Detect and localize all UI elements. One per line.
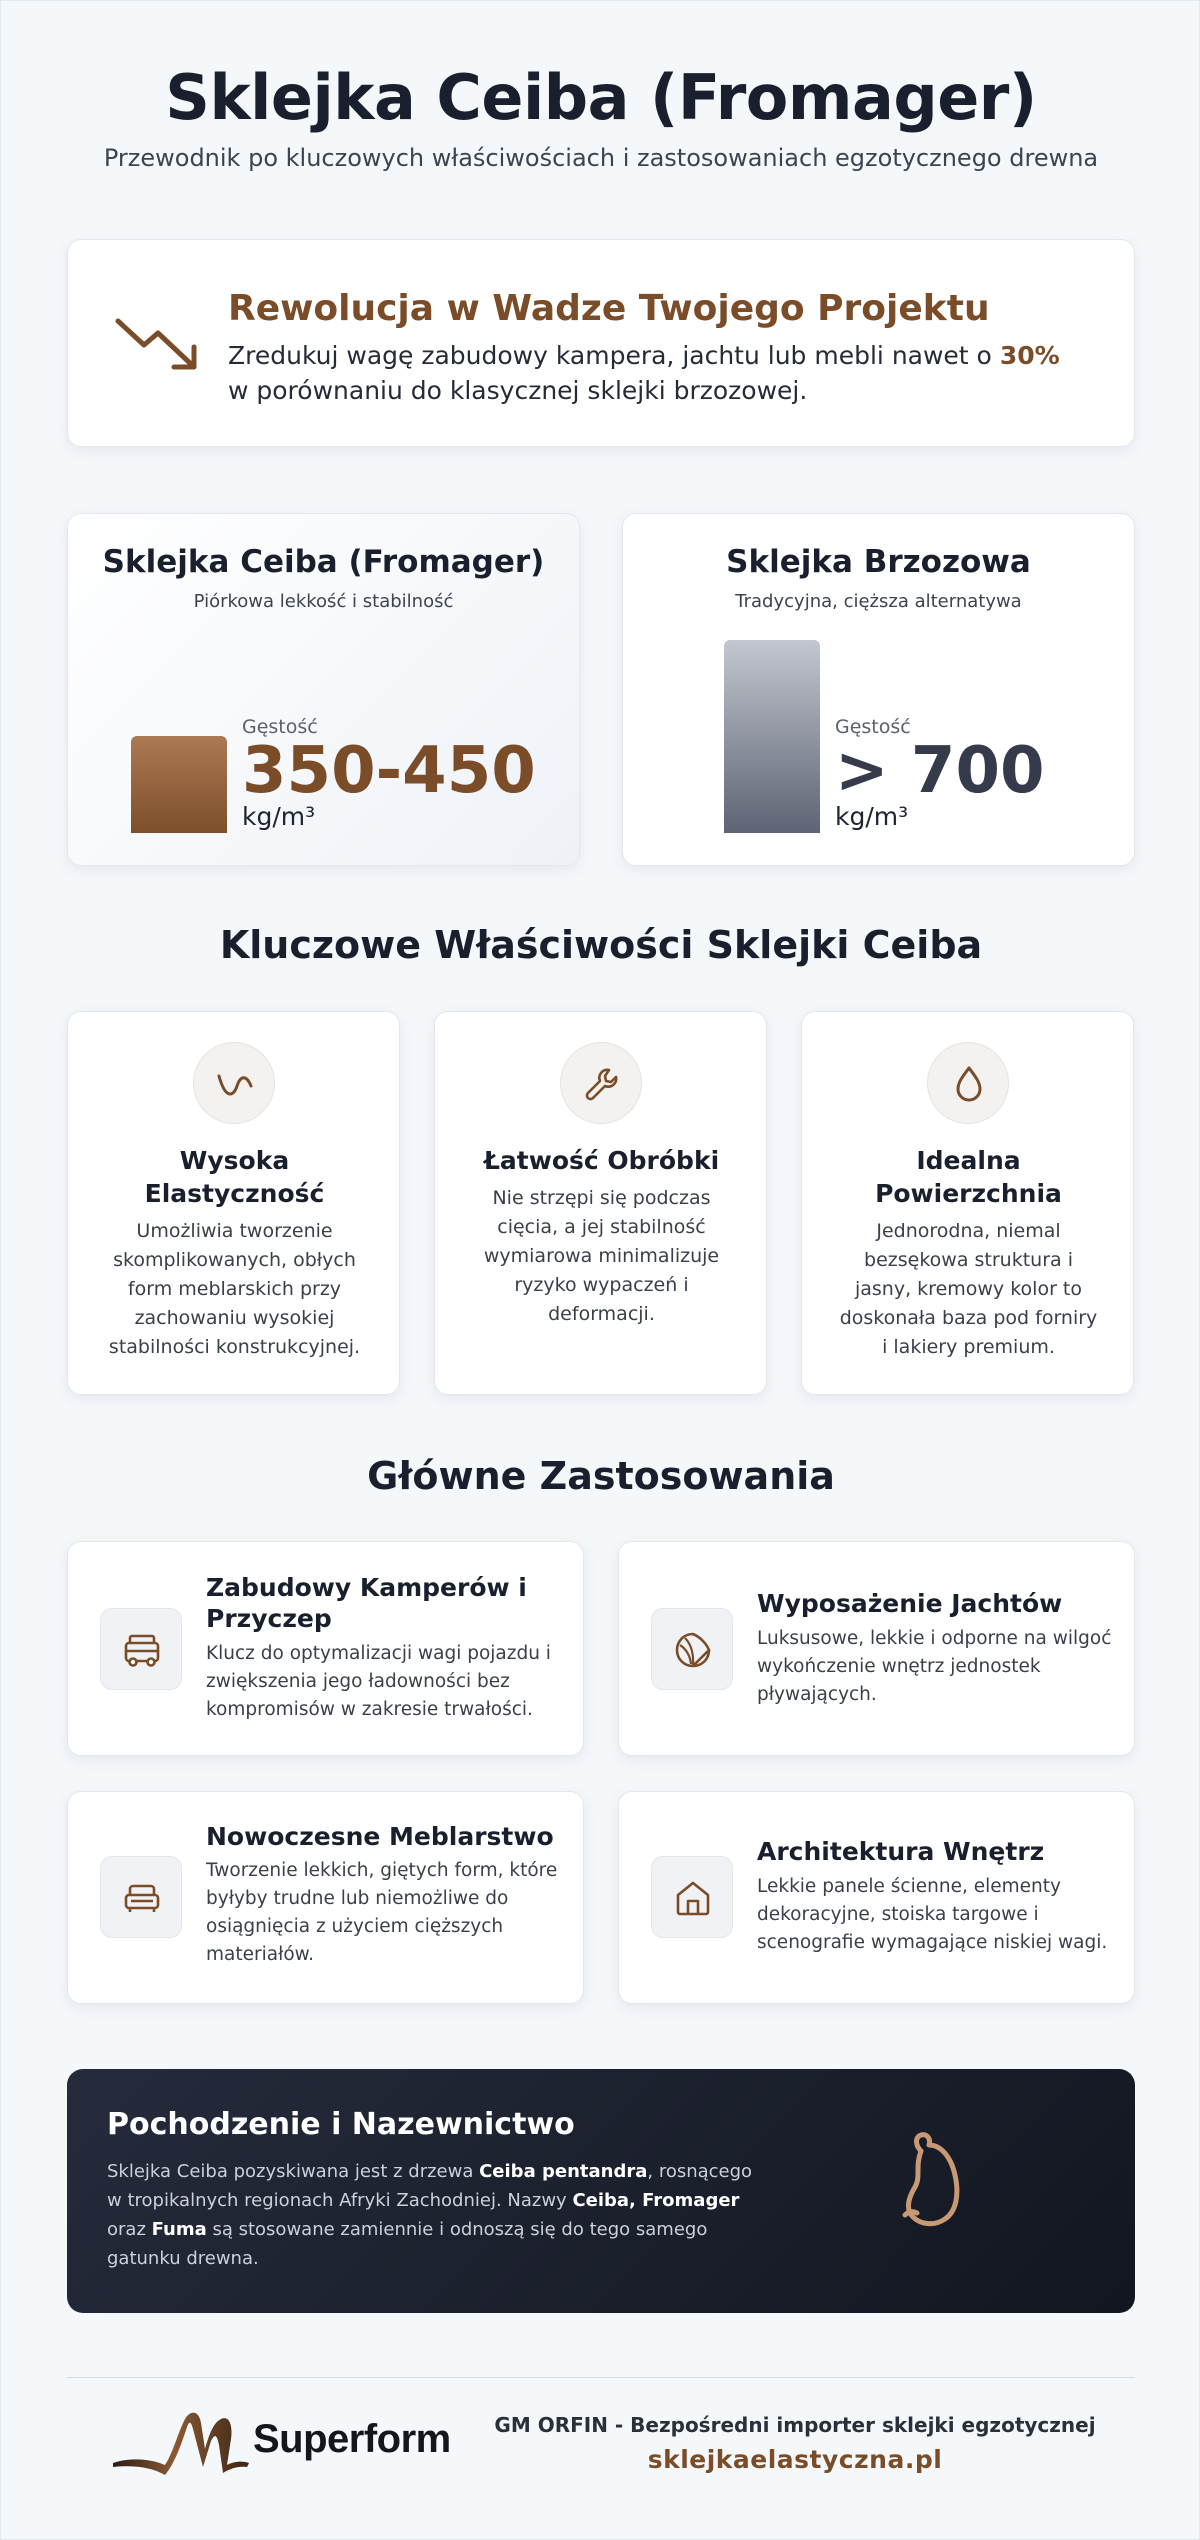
application-text: Lekkie panele ścienne, elementy dekoracyjne, stoiska targowe i scenografie wymagające niskiej wagi. — [757, 1876, 1108, 1953]
application-card-furniture — [67, 1791, 584, 2004]
application-card-yachts — [618, 1541, 1135, 1756]
features-title: Kluczowe Właściwości Sklejki Ceiba — [219, 923, 983, 967]
superform-logo — [111, 2405, 471, 2487]
application-card-interiors — [618, 1791, 1135, 2004]
density-label: Gęstość — [242, 716, 318, 738]
hero-highlight: 30% — [999, 341, 1060, 370]
logo-swoosh-icon — [111, 2405, 251, 2487]
home-icon — [672, 1877, 714, 1919]
application-title: Architektura Wnętrz — [757, 1837, 1045, 1866]
feature-card-machinability — [434, 1011, 767, 1395]
density-unit: kg/m³ — [242, 802, 316, 831]
application-text: Tworzenie lekkich, giętych form, które byłyby trudne lub niemożliwe do osiągnięcia z użyciem cięższych materiałów. — [206, 1860, 558, 1965]
feature-text: Nie strzępi się podczas cięcia, a jej stabilność wymiarowa minimalizuje ryzyko wypaczeń i deformacji. — [483, 1187, 720, 1325]
seed-pod-icon — [893, 2131, 969, 2231]
application-title: Zabudowy Kamperów i Przyczep — [206, 1573, 527, 1633]
wave-icon — [215, 1064, 255, 1104]
page-title: Sklejka Ceiba (Fromager) — [165, 61, 1037, 134]
card-subtitle: Tradycyjna, cięższa alternatywa — [735, 591, 1022, 612]
footer-divider — [67, 2377, 1135, 2378]
camper-icon — [121, 1629, 163, 1671]
card-title: Sklejka Brzozowa — [726, 544, 1031, 580]
ceiba-density-card — [67, 513, 580, 866]
droplet-icon — [949, 1064, 989, 1104]
page-subtitle: Przewodnik po kluczowych właściwościach i zastosowaniach egzotycznego drewna — [103, 144, 1099, 172]
card-title: Sklejka Ceiba (Fromager) — [102, 544, 545, 580]
application-text: Luksusowe, lekkie i odporne na wilgoć wykończenie wnętrz jednostek pływających. — [757, 1628, 1112, 1705]
density-bar — [131, 736, 227, 833]
density-label: Gęstość — [835, 716, 911, 738]
birch-density-card — [622, 513, 1135, 866]
feature-card-elasticity — [67, 1011, 400, 1395]
sofa-icon — [121, 1877, 163, 1919]
weight-reduction-banner — [67, 239, 1135, 447]
wrench-icon — [582, 1064, 622, 1104]
application-text: Klucz do optymalizacji wagi pojazdu i zwiększenia jego ładowności bez kompromisów w zakresie trwałości. — [206, 1643, 551, 1720]
trending-down-icon — [114, 315, 200, 375]
hero-text: Zredukuj wagę zabudowy kampera, jachtu lub mebli nawet o 30% w porównaniu do klasycznej sklejki brzozowej. — [228, 341, 1060, 405]
density-unit: kg/m³ — [835, 802, 909, 831]
logo-text: Superform — [253, 2417, 451, 2461]
feature-title: Wysoka Elastyczność — [144, 1146, 325, 1208]
origin-text: Sklejka Ceiba pozyskiwana jest z drzewa Ceiba pentandra, rosnącego w tropikalnych regionach Afryki Zachodniej. Nazwy Ceiba, Fromager oraz Fuma są stosowane zamiennie i odnoszą się do tego samego gatunku drewna. — [107, 2161, 753, 2269]
origin-panel — [67, 2069, 1135, 2313]
company-line: GM ORFIN - Bezpośredni importer sklejki egzotycznej — [494, 2413, 1096, 2437]
feature-text: Jednorodna, niemal bezsękowa struktura i jasny, kremowy kolor to doskonała baza pod forniry i lakiery premium. — [839, 1220, 1098, 1358]
card-subtitle: Piórkowa lekkość i stabilność — [193, 591, 454, 612]
application-title: Wyposażenie Jachtów — [757, 1589, 1063, 1618]
hero-title: Rewolucja w Wadze Twojego Projektu — [228, 288, 990, 329]
density-bar — [724, 640, 820, 833]
application-card-campers — [67, 1541, 584, 1756]
feature-title: Łatwość Obróbki — [483, 1146, 720, 1175]
density-value: 350-450 — [242, 734, 536, 808]
sail-icon — [672, 1629, 714, 1671]
website-link[interactable]: sklejkaelastyczna.pl — [647, 2445, 943, 2474]
feature-card-surface — [801, 1011, 1134, 1395]
application-title: Nowoczesne Meblarstwo — [206, 1822, 554, 1851]
origin-title: Pochodzenie i Nazewnictwo — [107, 2107, 575, 2142]
feature-text: Umożliwia tworzenie skomplikowanych, obłych form meblarskich przy zachowaniu wysokiej stabilności konstrukcyjnej. — [108, 1220, 361, 1358]
feature-title: Idealna Powierzchnia — [875, 1146, 1062, 1208]
applications-title: Główne Zastosowania — [367, 1454, 835, 1498]
density-value: > 700 — [835, 734, 1045, 808]
